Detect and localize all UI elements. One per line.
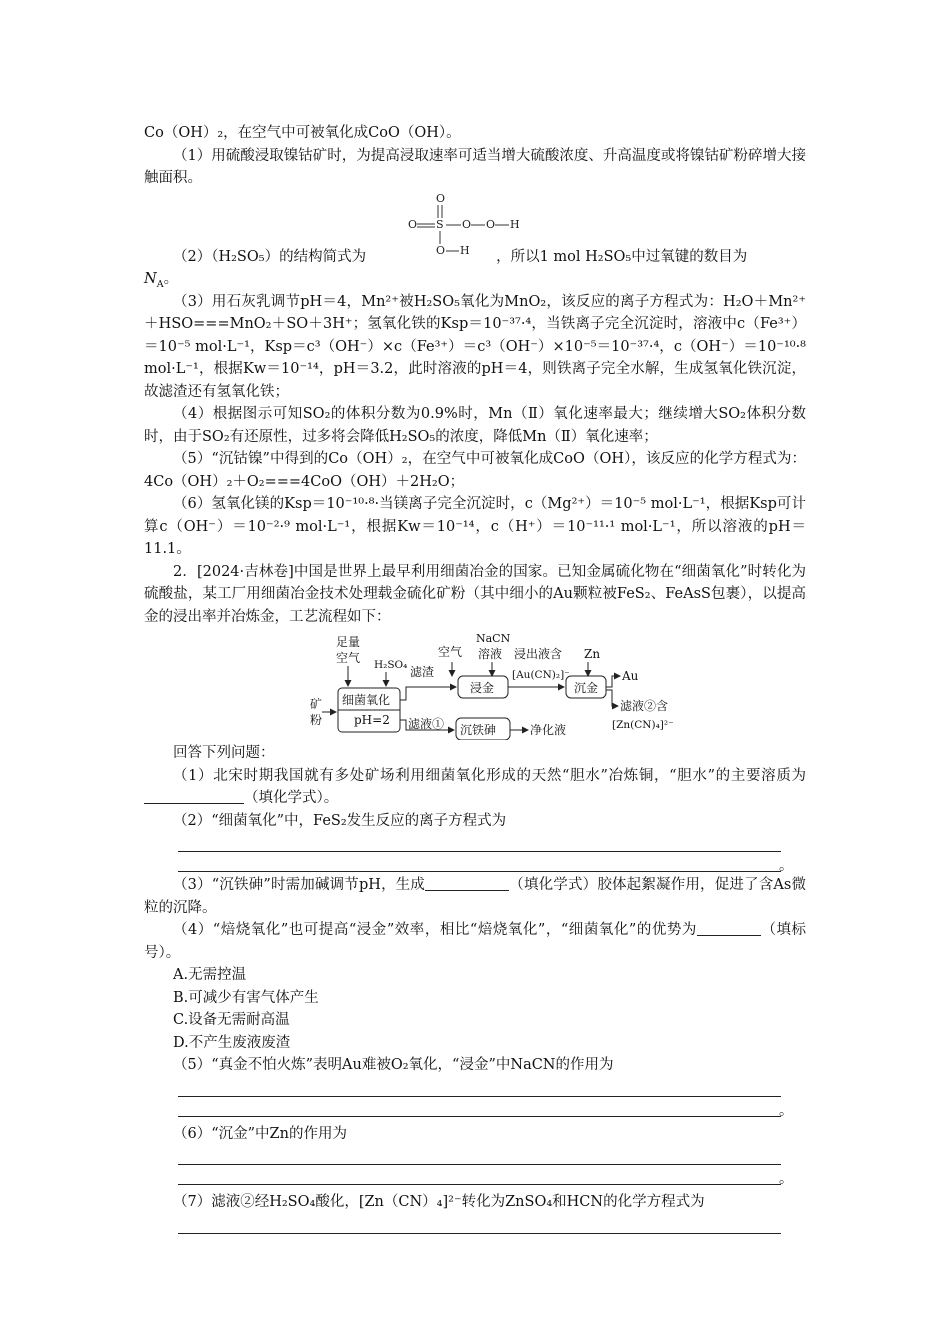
fc-leachate-2: [Au(CN)₂]⁻ (512, 669, 570, 681)
subquestion-3: （3）“沉铁砷”时需加碱调节pH，生成 （填化学式）胶体起絮凝作用，促进了含As微粒的沉降。 (144, 877, 806, 916)
option-a: A.无需控温 (173, 967, 247, 983)
solution-part-4: （4）根据图示可知SO₂的体积分数为0.9%时，Mn（Ⅱ）氧化速率最大；继续增大SO₂体积分数时，由于SO₂有还原性，过多将会降低H₂SO₅的浓度，降低Mn（Ⅱ）氧化速率； (144, 406, 806, 445)
subquestion-1: （1）北宋时期我国就有多处矿场利用细菌氧化形成的天然“胆水”冶炼铜，“胆水”的主要溶质为（填化学式）。 (144, 765, 806, 810)
fc-au: Au (622, 669, 639, 683)
solution-part-6: （6）氢氧化镁的Ksp＝10⁻¹⁰·⁸·当镁离子完全沉淀时，c（Mg²⁺）＝10⁻⁵ mol·L⁻¹，根据Ksp可计算c（OH⁻）＝10⁻²·⁹ mol·L⁻¹，根据Kw＝10⁻¹⁴，c（H⁺）＝10⁻¹¹·¹ mol·L⁻¹，所以溶液的pH＝11.1。 (144, 496, 806, 557)
solution-part-3: （3）用石灰乳调节pH＝4，Mn²⁺被H₂SO₅氧化为MnO₂，该反应的离子方程式为：H₂O＋Mn²⁺＋HSO===MnO₂＋SO＋3H⁺；氢氧化铁的Ksp＝10⁻³⁷·⁴，当铁离子完全沉淀时，溶液中c（Fe³⁺）＝10⁻⁵ mol·L⁻¹，Ksp＝c³（OH⁻）×c（Fe³⁺）＝c³（OH⁻）×10⁻⁵＝10⁻³⁷·⁴，c（OH⁻）＝10⁻¹⁰·⁸ mol·L⁻¹，根据Kw＝10⁻¹⁴，pH＝3.2，此时溶液的pH＝4，则铁离子完全水解，生成氢氧化铁沉淀，故滤渣还有氢氧化铁； (144, 293, 806, 400)
subquestion-5: （5）“真金不怕火炼”表明Au难被O₂氧化，“浸金”中NaCN的作用为 (173, 1057, 614, 1073)
fc-residue: 滤渣 (410, 665, 435, 679)
struct-h-right: H (510, 217, 520, 231)
fc-air-2: 空气 (438, 645, 463, 659)
answer-line-2b[interactable]: 。 (178, 852, 781, 872)
fc-leachate-1: 浸出液含 (514, 647, 563, 661)
subquestion-6: （6）“沉金”中Zn的作用为 (173, 1125, 347, 1142)
fc-filtrate-2-2: [Zn(CN)₄]²⁻ (612, 719, 674, 731)
fc-clean-liquid: 净化液 (530, 723, 567, 737)
option-c: C.设备无需耐高温 (173, 1012, 290, 1028)
option-d: D.不产生废液废渣 (173, 1034, 291, 1051)
subquestion-2: （2）“细菌氧化”中，FeS₂发生反应的离子方程式为 (173, 812, 507, 829)
fc-ore-1: 矿 (310, 697, 323, 711)
answer-blank-4[interactable] (697, 921, 761, 936)
fc-nacn-sol: 溶液 (478, 647, 503, 661)
fc-box-bacteria-2: pH=2 (354, 713, 390, 727)
fc-ore-2: 粉 (310, 713, 323, 727)
fc-nacn: NaCN (476, 632, 511, 645)
fc-zn: Zn (584, 647, 601, 661)
struct-o-top: O (436, 191, 446, 205)
struct-o-right: O (486, 217, 496, 231)
fc-filtrate-2-1: 滤液②含 (620, 699, 669, 713)
fc-air: 空气 (336, 651, 361, 665)
answer-line-5b[interactable]: 。 (178, 1097, 781, 1117)
answer-line-7a[interactable] (178, 1214, 781, 1234)
solution-line-0: Co（OH）₂，在空气中可被氧化成CoO（OH）。 (144, 125, 461, 141)
struct-o-bottom: O (436, 243, 446, 257)
struct-s: S (436, 217, 444, 231)
solution-part-5: （5）“沉钴镍”中得到的Co（OH）₂，在空气中可被氧化成CoO（OH），该反应的化学方程式为：4Co（OH）₂＋O₂===4CoO（OH）＋2H₂O； (144, 451, 806, 490)
struct-o-mid: O (462, 217, 472, 231)
fc-box-fe-as: 沉铁砷 (460, 723, 497, 737)
document-page (144, 122, 806, 1234)
solution-part-1: （1）用硫酸浸取镍钴矿时，为提高浸取速率可适当增大硫酸浓度、升高温度或将镍钴矿粉碎增大接触面积。 (144, 147, 806, 186)
struct-o-left: O (408, 217, 418, 231)
answer-line-6a[interactable] (178, 1145, 781, 1165)
answer-line-2a[interactable] (178, 832, 781, 852)
fc-h2so4: H₂SO₄ (374, 659, 408, 671)
answer-blank-3[interactable] (425, 876, 509, 891)
questions-prompt: 回答下列问题： (173, 745, 275, 761)
subquestion-4: （4）“焙烧氧化”也可提高“浸金”效率，相比“焙烧氧化”，“细菌氧化”的优势为 （填标号）。 (144, 922, 807, 961)
fc-filtrate-1: 滤液① (408, 717, 445, 731)
fc-box-gold: 沉金 (574, 681, 599, 695)
struct-h-bottom: H (460, 243, 470, 257)
solution-part-2: （2）（H₂SO₅）的结构简式为 ，所以1 mol H₂SO₅中过氧键的数目为 (173, 248, 748, 265)
fc-box-leach: 浸金 (470, 681, 495, 695)
question-2-intro: 2．[2024·吉林卷]中国是世界上最早利用细菌冶金的国家。已知金属硫化物在“细菌氧化”时转化为硫酸盐，某工厂用细菌冶金技术处理载金硫化矿粉（其中细小的Au颗粒被FeS₂、FeAsS包裹），以提高金的浸出率并冶炼金，工艺流程如下： (144, 563, 806, 625)
structure-formula (144, 190, 806, 266)
answer-line-6b[interactable]: 。 (178, 1165, 781, 1185)
solution-part-2-end: $N_A$。 (144, 271, 179, 290)
subquestion-7: （7）滤液②经H₂SO₄酸化，[Zn（CN）₄]²⁻转化为ZnSO₄和HCN的化学方程式为 (173, 1194, 705, 1210)
fc-air-amount: 足量 (336, 635, 361, 649)
answer-line-5a[interactable] (178, 1077, 781, 1097)
option-b: B.可减少有害气体产生 (173, 989, 319, 1006)
fc-box-bacteria-1: 细菌氧化 (342, 693, 391, 707)
process-flowchart (144, 630, 806, 742)
answer-blank-1[interactable] (144, 789, 244, 804)
